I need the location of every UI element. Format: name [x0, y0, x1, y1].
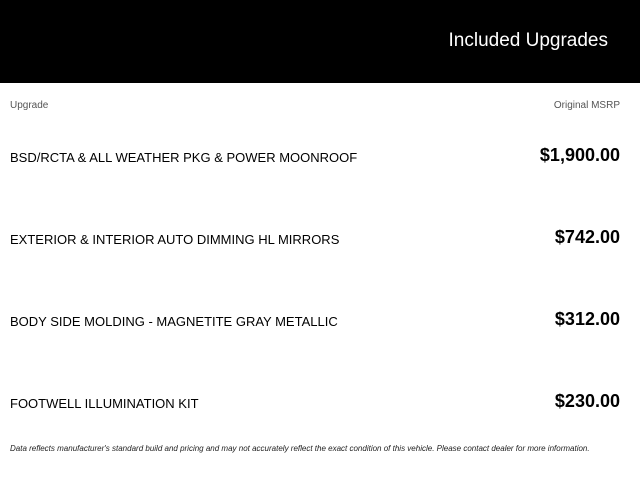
header-banner — [0, 0, 640, 83]
upgrade-name: BODY SIDE MOLDING - MAGNETITE GRAY METALLIC — [10, 314, 338, 329]
upgrade-row — [0, 227, 640, 251]
upgrade-row — [0, 145, 640, 169]
disclaimer-text: Data reflects manufacturer's standard build and pricing and may not accurately reflect the exact condition of this vehicle. Please contact dealer for more information. — [10, 444, 590, 453]
upgrade-name: BSD/RCTA & ALL WEATHER PKG & POWER MOONROOF — [10, 150, 358, 165]
column-header-upgrade: Upgrade — [10, 100, 49, 111]
upgrade-name: FOOTWELL ILLUMINATION KIT — [10, 396, 199, 411]
upgrade-row — [0, 391, 640, 415]
upgrade-price: $1,900.00 — [539, 145, 620, 165]
page-title: Included Upgrades — [448, 30, 608, 51]
upgrade-row — [0, 309, 640, 333]
upgrade-name: EXTERIOR & INTERIOR AUTO DIMMING HL MIRRORS — [10, 232, 340, 247]
upgrade-price: $742.00 — [554, 227, 620, 247]
upgrade-price: $312.00 — [554, 309, 620, 329]
column-header-msrp: Original MSRP — [553, 100, 620, 111]
upgrade-price: $230.00 — [554, 391, 620, 411]
